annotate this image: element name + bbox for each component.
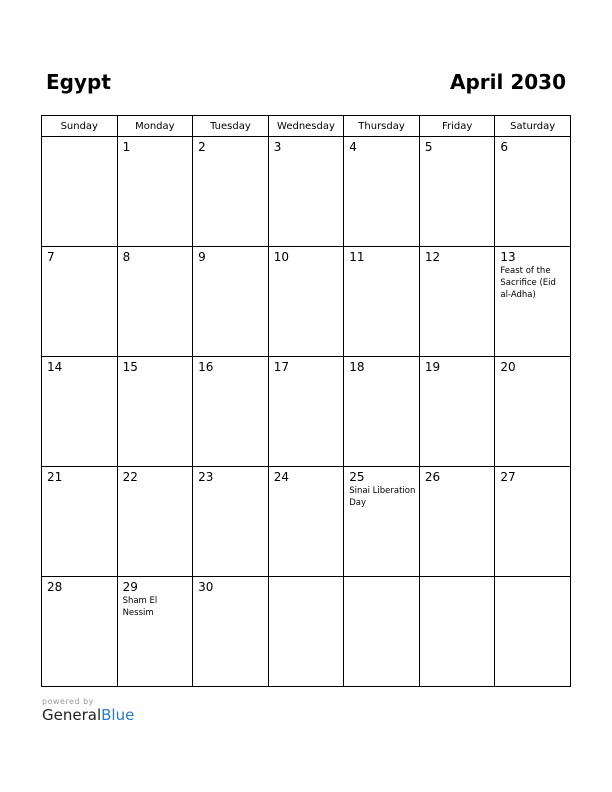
weekday-tuesday: Tuesday — [193, 116, 269, 137]
day-number: 7 — [47, 250, 55, 264]
day-cell — [117, 357, 193, 467]
day-cell — [193, 247, 269, 357]
brand-logo — [42, 706, 134, 724]
weekday-friday: Friday — [419, 116, 495, 137]
day-number: 18 — [349, 360, 365, 374]
weekday-saturday: Saturday — [495, 116, 571, 137]
day-cell — [268, 467, 344, 577]
day-cell — [495, 577, 571, 687]
day-number: 3 — [273, 140, 282, 154]
weekday-monday: Monday — [117, 116, 193, 137]
day-cell — [344, 357, 420, 467]
day-cell — [419, 577, 495, 687]
weekday-wednesday: Wednesday — [268, 116, 344, 137]
day-number: 9 — [198, 250, 206, 264]
week-row — [42, 357, 571, 467]
day-number: 2 — [198, 140, 206, 154]
day-cell — [419, 137, 495, 247]
day-cell — [268, 247, 344, 357]
day-number: 25 — [349, 470, 365, 484]
day-number: 22 — [122, 470, 138, 484]
day-cell — [117, 247, 193, 357]
day-number: 21 — [47, 470, 63, 484]
brand-blue-text: Blue — [101, 706, 135, 724]
day-number: 10 — [273, 250, 289, 264]
day-cell — [419, 467, 495, 577]
day-number — [344, 577, 419, 580]
day-number: 26 — [424, 470, 441, 484]
day-number: 28 — [47, 580, 63, 594]
day-number — [495, 577, 570, 580]
day-cell — [193, 137, 269, 247]
country-title: Egypt — [46, 70, 111, 94]
day-cell — [495, 247, 571, 357]
day-cell — [495, 137, 571, 247]
day-number: 12 — [424, 250, 441, 264]
day-cell — [42, 577, 118, 687]
day-number: 29 — [122, 580, 138, 594]
day-number: 20 — [500, 360, 516, 374]
week-row — [42, 247, 571, 357]
day-number — [269, 577, 344, 580]
day-cell — [42, 137, 118, 247]
day-cell — [344, 577, 420, 687]
day-number: 27 — [500, 470, 516, 484]
day-number: 23 — [198, 470, 214, 484]
day-number: 6 — [500, 140, 509, 154]
day-number: 4 — [349, 140, 357, 154]
day-number: 14 — [47, 360, 63, 374]
weekday-sunday: Sunday — [42, 116, 118, 137]
brand-general-text: General — [42, 706, 102, 724]
day-cell — [419, 247, 495, 357]
day-cell — [268, 577, 344, 687]
day-number: 30 — [198, 580, 214, 594]
day-number — [420, 577, 495, 580]
week-row — [42, 137, 571, 247]
day-cell — [495, 357, 571, 467]
day-cell — [419, 357, 495, 467]
day-cell — [344, 467, 420, 577]
week-row — [42, 577, 571, 687]
day-cell — [193, 357, 269, 467]
calendar-grid — [41, 115, 571, 687]
day-cell — [344, 247, 420, 357]
day-cell — [42, 247, 118, 357]
day-number — [42, 137, 117, 140]
day-number: 19 — [424, 360, 441, 374]
day-cell — [42, 357, 118, 467]
month-year-title: April 2030 — [450, 70, 566, 94]
weekday-thursday: Thursday — [344, 116, 420, 137]
footer-branding — [42, 697, 134, 724]
day-number: 5 — [424, 140, 433, 154]
holiday-label: Sham El Nessim — [122, 596, 158, 618]
day-cell — [117, 137, 193, 247]
day-number: 24 — [273, 470, 289, 484]
holiday-label: Feast of the Sacrifice (Eid al-Adha) — [500, 266, 556, 300]
holiday-label: Sinai Liberation Day — [349, 486, 416, 508]
day-cell — [193, 467, 269, 577]
powered-by-label: powered by — [42, 697, 94, 706]
day-number: 13 — [500, 250, 516, 264]
day-cell — [193, 577, 269, 687]
day-number: 1 — [122, 140, 131, 154]
day-cell — [117, 467, 193, 577]
day-cell — [42, 467, 118, 577]
day-number: 16 — [198, 360, 214, 374]
day-number: 15 — [122, 360, 138, 374]
day-cell — [344, 137, 420, 247]
day-number: 8 — [122, 250, 131, 264]
day-cell — [268, 357, 344, 467]
day-number: 11 — [349, 250, 365, 264]
week-row — [42, 467, 571, 577]
day-cell — [117, 577, 193, 687]
weekday-header-row — [42, 116, 571, 137]
day-cell — [495, 467, 571, 577]
day-cell — [268, 137, 344, 247]
day-number: 17 — [273, 360, 289, 374]
